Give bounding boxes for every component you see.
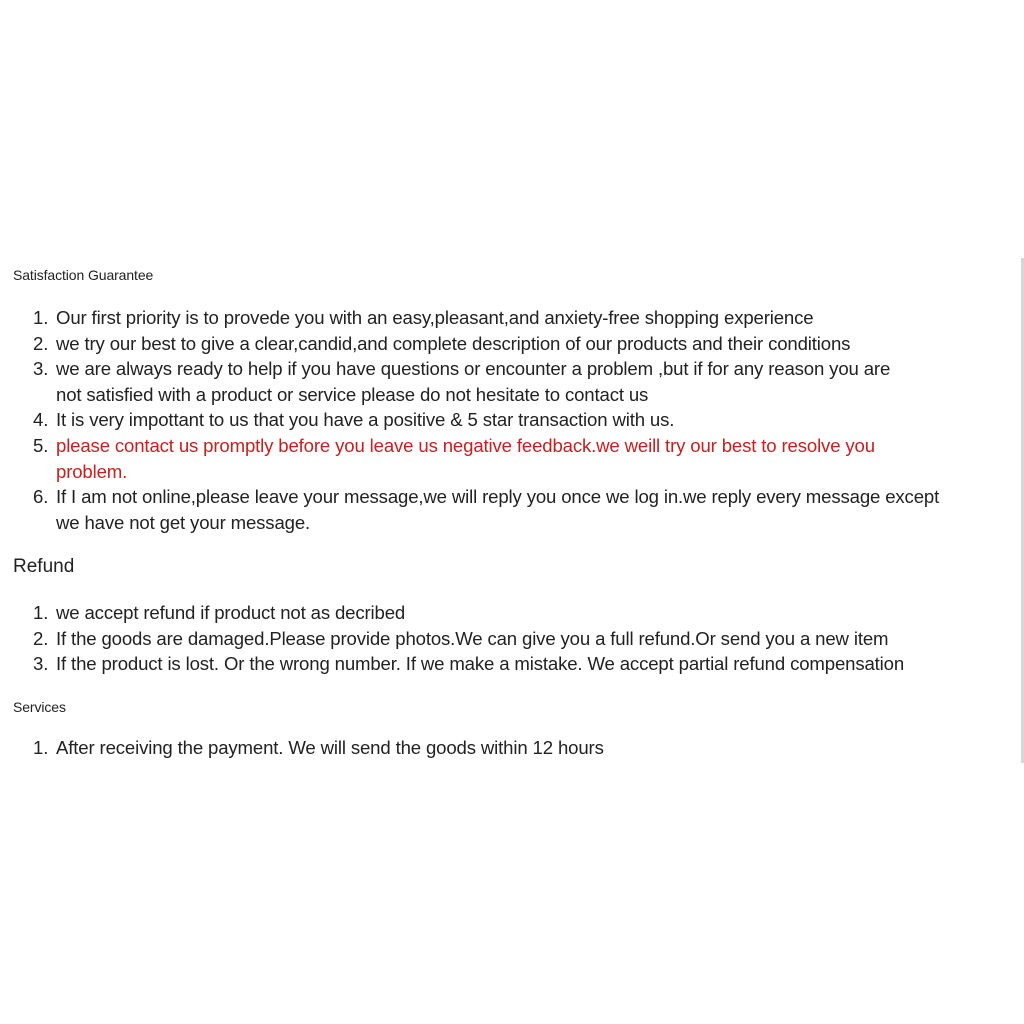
list-item [0, 484, 1024, 535]
list-item [0, 407, 1024, 433]
list-item-number: 3. [33, 358, 49, 380]
satisfaction-guarantee-heading: Satisfaction Guarantee [13, 267, 154, 283]
satisfaction-guarantee-list [0, 305, 1024, 535]
list-item-number: 1. [33, 737, 49, 758]
list-item-number: 2. [33, 627, 49, 649]
list-item-line: If the goods are damaged.Please provide photos.We can give you a full refund.Or send you a new item [56, 627, 889, 649]
refund-list [0, 600, 1024, 677]
list-item [0, 626, 1024, 652]
list-item-line: we have not get your message. [56, 511, 311, 533]
list-item-line: If the product is lost. Or the wrong number. If we make a mistake. We accept partial refund compensation [56, 653, 905, 675]
list-item-number: 1. [33, 602, 49, 623]
list-item-line: please contact us promptly before you leave us negative feedback.we weill try our best to resolve you [56, 434, 875, 456]
list-item-number: 5. [33, 434, 49, 456]
list-item-line: Our first priority is to provede you with an easy,pleasant,and anxiety-free shopping experience [56, 307, 814, 328]
list-item-line: After receiving the payment. We will send the goods within 12 hours [56, 737, 604, 758]
list-item-line: we try our best to give a clear,candid,and complete description of our products and their conditions [56, 332, 851, 354]
list-item [0, 356, 1024, 407]
list-item-line: we are always ready to help if you have questions or encounter a problem ,but if for any reason you are [56, 358, 891, 380]
list-item-line: not satisfied with a product or service please do not hesitate to contact us [56, 383, 649, 405]
services-heading: Services [13, 699, 66, 715]
list-item [0, 735, 1024, 761]
list-item-line: If I am not online,please leave your message,we will reply you once we log in.we reply every message except [56, 486, 940, 508]
list-item-line: It is very impottant to us that you have a positive & 5 star transaction with us. [56, 409, 675, 431]
refund-heading: Refund [13, 556, 75, 577]
list-item-number: 2. [33, 332, 49, 354]
list-item-line: problem. [56, 460, 128, 482]
list-item-number: 3. [33, 653, 49, 675]
list-item [0, 331, 1024, 357]
list-item [0, 651, 1024, 677]
list-item-number: 1. [33, 307, 49, 328]
list-item [0, 600, 1024, 626]
list-item-highlighted [0, 433, 1024, 484]
services-list [0, 735, 1024, 761]
list-item-number: 4. [33, 409, 49, 431]
list-item-number: 6. [33, 486, 49, 508]
list-item [0, 305, 1024, 331]
list-item-line: we accept refund if product not as decribed [56, 602, 406, 623]
